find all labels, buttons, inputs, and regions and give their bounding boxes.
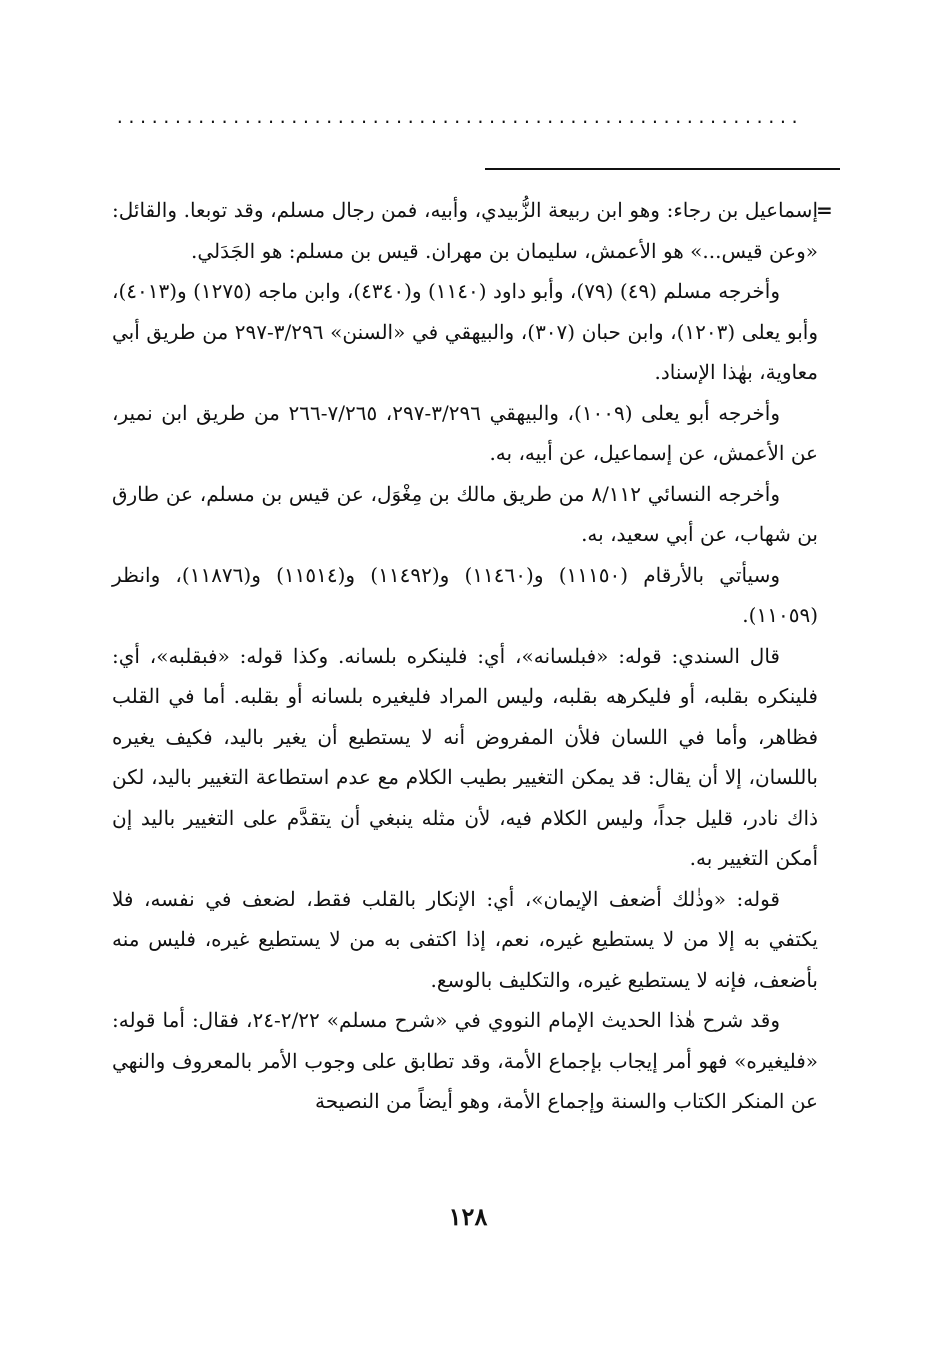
paragraph-nawawi-commentary: وقد شرح هٰذا الحديث الإمام النووي في «شرح مسلم» ٢/٢٢-٢٤، فقال: أما قوله: «فليغيره» فهو أمر إيجاب بإجماع الأمة، وقد تطابق على وجوب الأمر بالمعروف والنهي عن المنكر الكتاب والسنة وإجماع الأمة، وهو أيضاً من النصيحة [112, 1008, 818, 1113]
separator-dots: ........................................................... [115, 108, 802, 127]
page-number: ١٢٨ [448, 1202, 488, 1231]
paragraph-takhrij-muslim: وأخرجه مسلم (٤٩) (٧٩)، وأبو داود (١١٤٠) و(٤٣٤٠)، وابن ماجه (١٢٧٥) و(٤٠١٣)، وأبو يعلى (١٢٠٣)، وابن حبان (٣٠٧)، والبيهقي في «السنن» ٣/٢٩٦-٢٩٧ من طريق أبي معاوية، بهٰذا الإسناد. [112, 279, 819, 384]
paragraph-cross-references: وسيأتي بالأرقام (١١١٥٠) و(١١٤٦٠) و(١١٤٩٢) و(١١٥١٤) و(١١٨٧٦)، وانظر (١١٠٥٩). [112, 562, 818, 627]
paragraph-narrators: إسماعيل بن رجاء: وهو ابن ربيعة الزُّبيدي، وأبيه، فمن رجال مسلم، وقد توبعا. والقائل: «وعن قيس...» هو الأعمش، سليمان بن مهران. قيس بن مسلم: هو الجَدَلي. [112, 198, 818, 263]
continued-mark: = [816, 198, 833, 222]
paragraph-sindi-commentary: قال السندي: قوله: «فبلسانه»، أي: فلينكره بلسانه. وكذا قوله: «فبقلبه»، أي: فلينكره بقلبه، أو فليكرهه بقلبه، وليس المراد فليغيره بلسانه أو بقلبه. أما في القلب فظاهر، وأما في اللسان فلأن المفروض أنه لا يستطيع أن يغير باليد، فكيف يغيره باللسان، إلا أن يقال: قد يمكن التغيير بطيب الكلام مع عدم استطاعة التغيير باليد، لكن ذاك نادر، قليل جداً، وليس الكلام فيه، لأن مثله ينبغي أن يتقدَّم على التغيير باليد إن أمكن التغيير به. [112, 643, 818, 870]
paragraph-takhrij-abu-yala: وأخرجه أبو يعلى (١٠٠٩)، والبيهقي ٣/٢٩٦-٢٩٧، ٧/٢٦٥-٢٦٦ من طريق ابن نمير، عن الأعمش، عن إسماعيل، عن أبيه، به. [112, 400, 818, 465]
footnote-body [112, 190, 818, 1122]
paragraph-weakest-faith: قوله: «وذٰلك أضعف الإيمان»، أي: الإنكار بالقلب فقط، لضعف في نفسه، فلا يكتفي به إلا من لا يستطيع غيره، نعم، إذا اكتفى به من لا يستطيع غيره، فليس منه بأضعف، فإنه لا يستطيع غيره، والتكليف بالوسع. [112, 886, 818, 992]
footnote-rule [485, 168, 840, 170]
paragraph-takhrij-nasai: وأخرجه النسائي ٨/١١٢ من طريق مالك بن مِغْوَل، عن قيس بن مسلم، عن طارق بن شهاب، عن أبي سعيد، به. [112, 481, 818, 546]
